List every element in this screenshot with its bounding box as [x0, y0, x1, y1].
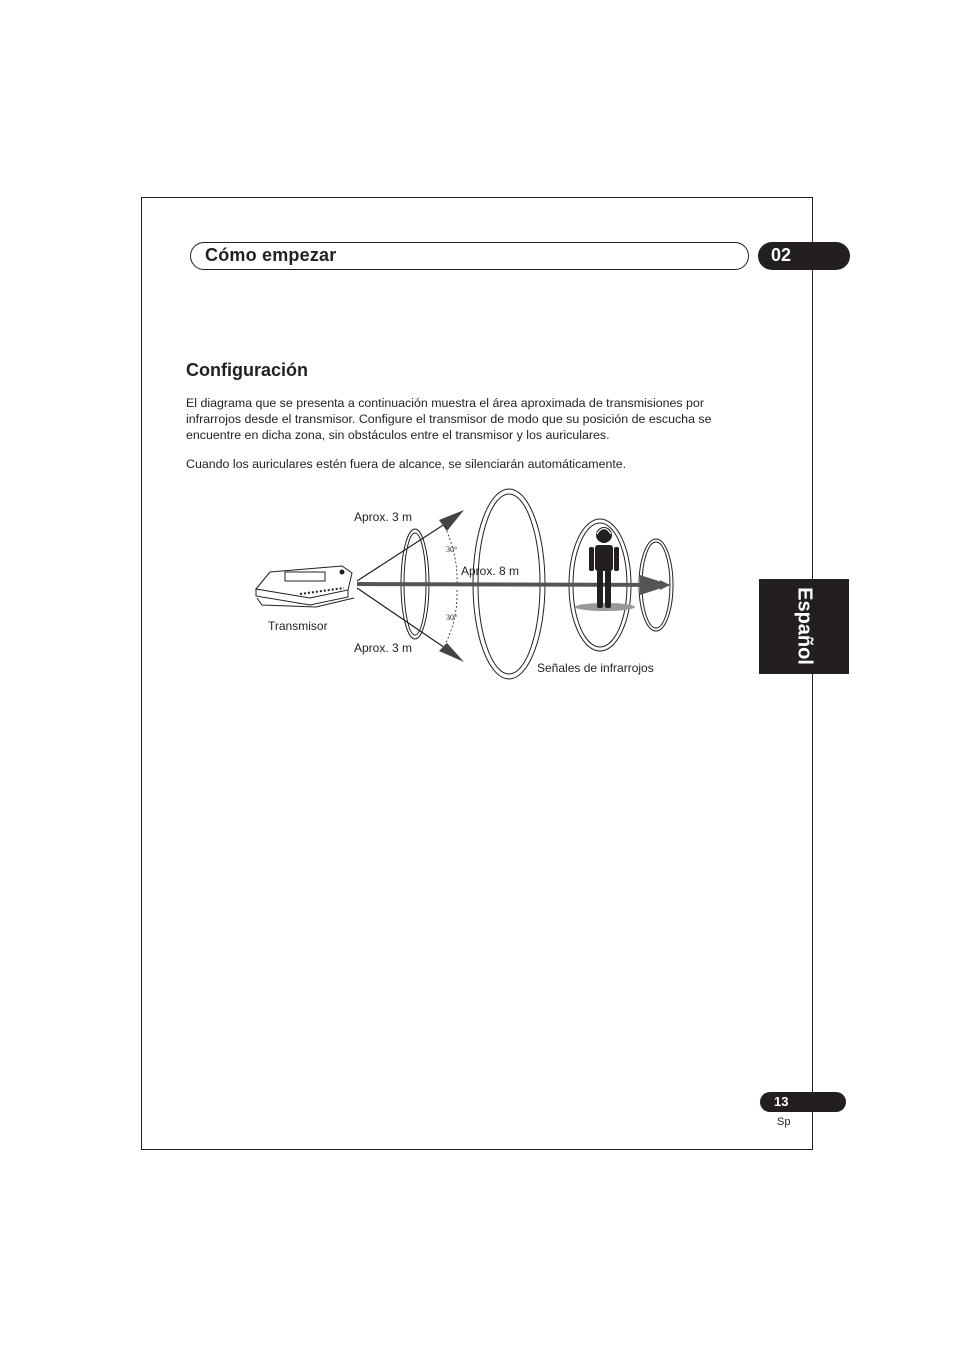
page-number: 13 [774, 1094, 789, 1109]
angle-arc-top [445, 527, 457, 583]
label-bottom-range: Aprox. 3 m [354, 641, 413, 655]
chapter-number: 02 [771, 245, 792, 265]
angle-label-bottom: 30° [446, 613, 458, 622]
paragraph-intro: El diagrama que se presenta a continuación muestra el área aproximada de transmisiones por infrarrojos desde el transmisor. Configure el transmisor de modo que su posición de escucha se encuentre en dicha zona, sin obstáculos entre el transmisor y los auriculares. [186, 396, 712, 442]
paragraph-mute-note: Cuando los auriculares estén fuera de alcance, se silenciarán automáticamente. [186, 457, 627, 471]
listener-person-icon [589, 527, 619, 608]
beam-top-arrow [439, 510, 464, 531]
label-signals: Señales de infrarrojos [537, 661, 654, 675]
page-number-badge [760, 1092, 846, 1112]
label-center-range: Aprox. 8 m [461, 564, 520, 578]
language-label: Español [793, 587, 816, 665]
language-tab [759, 579, 849, 674]
section-title: Cómo empezar [205, 245, 337, 265]
transmitter-device-icon [256, 566, 354, 607]
central-arrow [357, 584, 660, 585]
central-arrow-head-icon [640, 575, 671, 595]
label-transmitter: Transmisor [268, 619, 328, 633]
page-language-code: Sp [777, 1116, 791, 1128]
section-heading: Configuración [186, 360, 308, 380]
label-top-range: Aprox. 3 m [354, 510, 413, 524]
angle-label-top: 30° [446, 545, 458, 554]
